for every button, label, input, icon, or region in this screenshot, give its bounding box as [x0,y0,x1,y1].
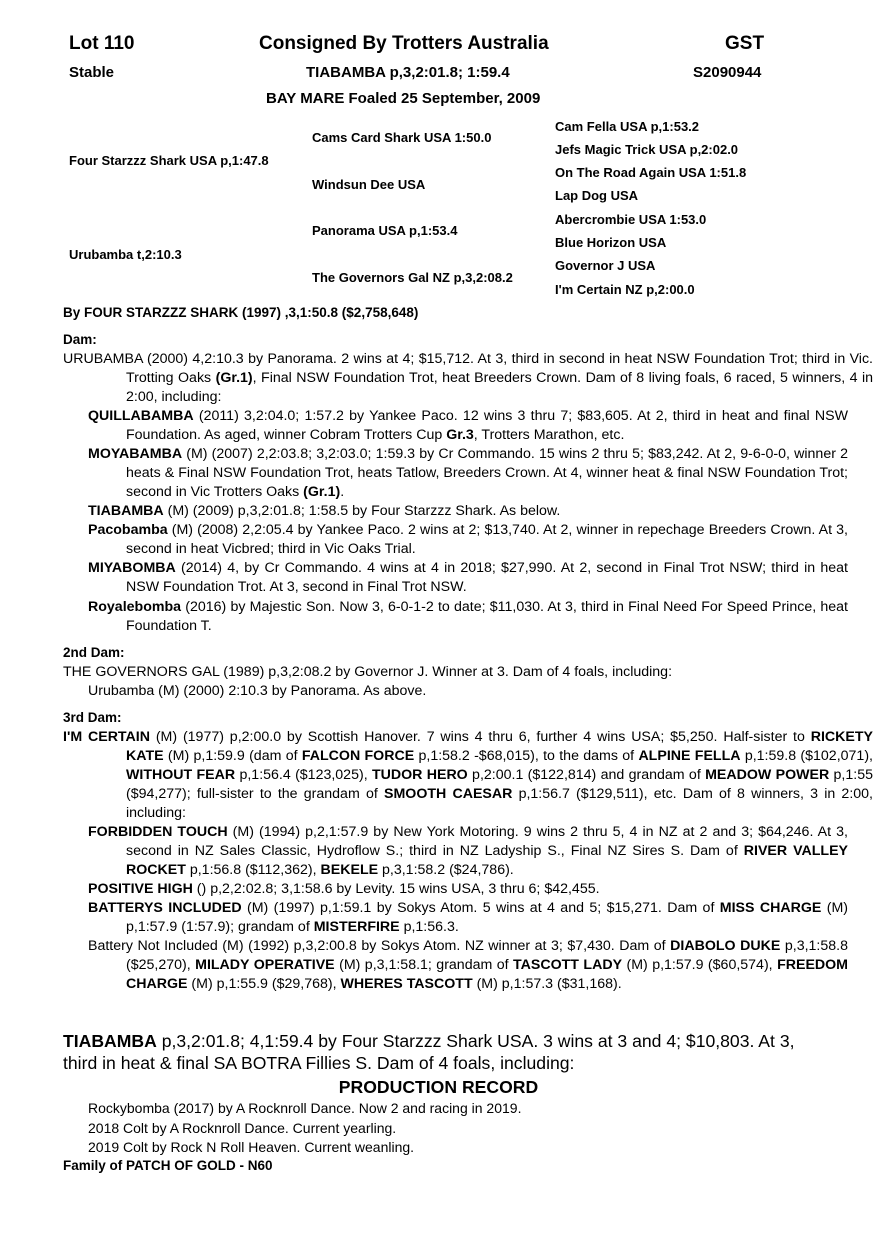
pedigree-gen2: Windsun Dee USA [312,177,426,192]
sire-line: By FOUR STARZZZ SHARK (1997) ,3,1:50.8 ($2,758,648) [63,305,419,320]
foal-moyabamba: MOYABAMBA (M) (2007) 2,2:03.8; 3,2:03.0; 1:59.3 by Cr Commando. 15 wins 2 thru 5; $83,242. At 2, 9-6-0-0, winner 2 heats & Final NSW Foundation Trot, heats Tatlow, Breeders Crown. At 4, winner heat & final NSW Foundation Trot; second in Vic Trotters Oaks (Gr.1). [88,446,848,500]
second-dam-foal: Urubamba (M) (2000) 2:10.3 by Panorama. As above. [88,683,427,699]
gst-label: GST [725,33,765,54]
pedigree-gen3: Governor J USA [555,258,656,273]
production-item: 2018 Colt by A Rocknroll Dance. Current yearling. [88,1120,397,1136]
section-third-dam: 3rd Dam: [63,710,122,725]
pedigree-dam: Urubamba t,2:10.3 [69,247,182,262]
production-record-title: PRODUCTION RECORD [338,1077,539,1097]
pedigree-sire: Four Starzzz Shark USA p,1:47.8 [69,153,269,168]
lot-number: Lot 110 [69,33,135,54]
section-second-dam: 2nd Dam: [63,645,125,660]
stable-label: Stable [69,64,115,81]
pedigree-gen3: Blue Horizon USA [555,235,667,250]
foal-forbidden-touch: FORBIDDEN TOUCH (M) (1994) p,2,1:57.9 by New York Motoring. 9 wins 2 thru 5, 4 in NZ at 2 and 3; $64,246. At 3, second in NZ Sales Classic, Hydroflow S.; third in NZ Ladyship S., Final NZ Sires S. Dam of RIVER VALLEY ROCKET p,1:56.8 ($112,362), BEKELE p,3,1:58.2 ($24,786). [88,824,848,878]
production-item: 2019 Colt by Rock N Roll Heaven. Current weanling. [88,1139,415,1155]
pedigree-gen3: Lap Dog USA [555,188,639,203]
pedigree-gen3: Cam Fella USA p,1:53.2 [555,119,700,134]
foal-battery-not-included: Battery Not Included (M) (1992) p,3,2:00.8 by Sokys Atom. NZ winner at 3; $7,430. Dam of DIABOLO DUKE p,3,1:58.8 ($25,270), MILADY OPERATIVE (M) p,3,1:58.1; grandam of TASCOTT LADY (M) p,1:57.9 ($60,574), FREEDOM CHARGE (M) p,1:55.9 ($29,768), WHERES TASCOTT (M) p,1:57.3 ($31,168). [88,938,848,992]
horse-line: TIABAMBA p,3,2:01.8; 1:59.4 [306,64,510,81]
foal-batterys-included: BATTERYS INCLUDED (M) (1997) p,1:59.1 by Sokys Atom. 5 wins at 4 and 5; $15,271. Dam of MISS CHARGE (M) p,1:57.9 (1:57.9); grandam of MISTERFIRE p,1:56.3. [88,900,849,935]
pedigree-gen3: I'm Certain NZ p,2:00.0 [555,282,695,297]
summary-paragraph: TIABAMBA p,3,2:01.8; 4,1:59.4 by Four Starzzz Shark USA. 3 wins at 3 and 4; $10,803. At 3, third in heat & final SA BOTRA Fillies S. Dam of 4 foals, including: [63,1031,795,1073]
pedigree-gen3: Jefs Magic Trick USA p,2:02.0 [555,142,739,157]
foal-royalebomba: Royalebomba (2016) by Majestic Son. Now 3, 6-0-1-2 to date; $11,030. At 3, third in Final Need For Speed Prince, heat Foundation T. [88,599,848,634]
production-item: Rockybomba (2017) by A Rocknroll Dance. Now 2 and racing in 2019. [88,1100,522,1116]
pedigree-gen2: Cams Card Shark USA 1:50.0 [312,130,492,145]
horse-description: BAY MARE Foaled 25 September, 2009 [266,90,541,107]
foal-pacobamba: Pacobamba (M) (2008) 2,2:05.4 by Yankee Paco. 2 wins at 2; $13,740. At 2, winner in repechage Breeders Crown. At 3, second in heat Vicbred; third in Vic Oaks Trial. [88,522,848,557]
pedigree-gen3: Abercrombie USA 1:53.0 [555,212,707,227]
consignor-title: Consigned By Trotters Australia [259,33,549,54]
foal-tiabamba: TIABAMBA (M) (2009) p,3,2:01.8; 1:58.5 by Four Starzzz Shark. As below. [88,503,561,519]
pedigree-gen3: On The Road Again USA 1:51.8 [555,165,747,180]
pedigree-gen2: Panorama USA p,1:53.4 [312,223,458,238]
family-line: Family of PATCH OF GOLD - N60 [63,1158,273,1173]
third-dam-paragraph: I'M CERTAIN (M) (1977) p,2:00.0 by Scottish Hanover. 7 wins 4 thru 6, further 4 wins USA; $5,250. Half-sister to RICKETY KATE (M) p,1:59.9 (dam of FALCON FORCE p,1:58.2 -$68,015), to the dams of ALPINE FELLA p,1:59.8 ($102,071), WITHOUT FEAR p,1:56.4 ($123,025), TUDOR HERO p,2:00.1 ($122,814) and grandam of MEADOW POWER p,1:55 ($94,277); full-sister to the grandam of SMOOTH CAESAR p,1:56.7 ($129,511), etc. Dam of 8 winners, 3 in 2:00, including: [63,729,873,821]
reference-code: S2090944 [693,64,762,81]
dam-paragraph: URUBAMBA (2000) 4,2:10.3 by Panorama. 2 wins at 4; $15,712. At 3, third in second in heat NSW Foundation Trot; third in Vic. Trotting Oaks (Gr.1), Final NSW Foundation Trot, heat Breeders Crown. Dam of 8 living foals, 6 raced, 5 winners, 4 in 2:00, including: [63,351,873,405]
foal-positive-high: POSITIVE HIGH () p,2,2:02.8; 3,1:58.6 by Levity. 15 wins USA, 3 thru 6; $42,455. [88,881,600,897]
pedigree-gen2: The Governors Gal NZ p,3,2:08.2 [312,270,513,285]
foal-miyabomba: MIYABOMBA (2014) 4, by Cr Commando. 4 wins at 4 in 2018; $27,990. At 2, second in Final Trot NSW; third in heat NSW Foundation Trot. At 3, second in Final Trot NSW. [88,560,848,595]
foal-quillabamba: QUILLABAMBA (2011) 3,2:04.0; 1:57.2 by Yankee Paco. 12 wins 3 thru 7; $83,605. At 2, third in heat and final NSW Foundation. As aged, winner Cobram Trotters Cup Gr.3, Trotters Marathon, etc. [88,408,848,443]
section-dam: Dam: [63,332,97,347]
second-dam-paragraph: THE GOVERNORS GAL (1989) p,3,2:08.2 by Governor J. Winner at 3. Dam of 4 foals, including: [63,664,673,680]
